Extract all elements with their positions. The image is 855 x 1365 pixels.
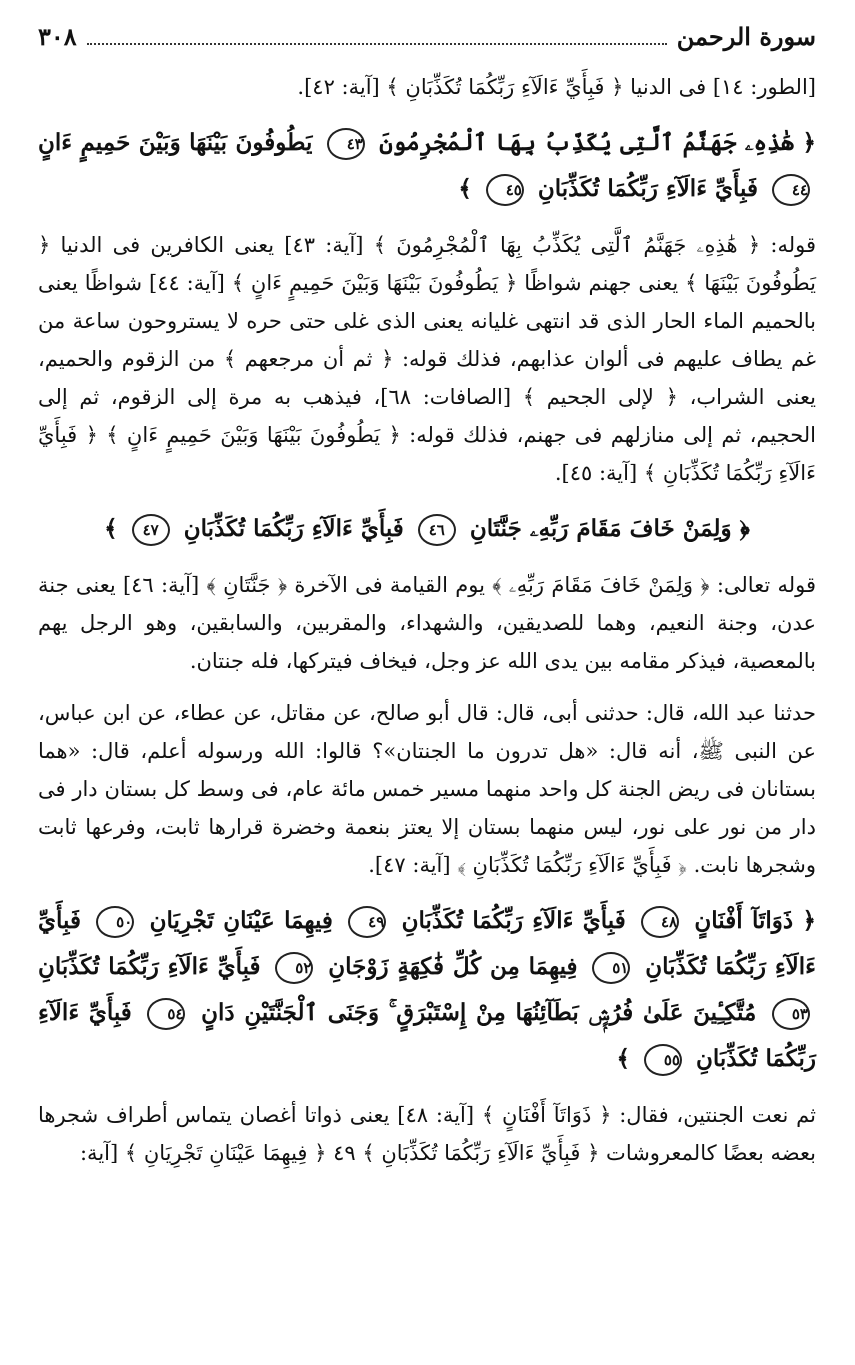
verse-number-marker: ٥١ [592,952,630,984]
body-text: حدثنا عبد الله، قال: حدثنى أبى، قال: قال أبو صالح، عن مقاتل، عن عطاء، عن ابن عباس، عن النبى ﷺ، أنه قال: «هل تدرون ما الجنتان»؟ قالوا: الله ورسوله أعلم، قال: «هما بستانان فى ريض الجنة كل واحد منهما مسير خمس مائة عام، فى وسط كل بستان دار فى دار من نور على نور، ليس منهما بستان إلا يعتز بنعمة وخضرة قرارها ثابت، وفرعها ثابت وشجرها نابت. ﴿ فَبِأَيِّ ءَالَآءِ رَبِّكُمَا تُكَذِّبَانِ ﴾ [آية: ٤٧]. [38,701,816,877]
body-text: [الطور: ١٤] فى الدنيا ﴿ فَبِأَيِّ ءَالَآءِ رَبِّكُمَا تُكَذِّبَانِ ﴾ [آية: ٤٢]. [297,75,816,99]
verse-number-marker: ٤٩ [348,906,386,938]
verse-number-marker: ٥٥ [644,1044,682,1076]
verse-text: فَبِأَيِّ ءَالَآءِ رَبِّكُمَا تُكَذِّبَانِ [38,907,816,980]
verse-number-marker: ٤٤ [772,174,810,206]
verse-number-marker: ٥٢ [275,952,313,984]
quran-verse-block-1 [38,120,816,212]
verse-number-marker: ٥٠ [96,906,134,938]
header-dotted-leader [87,25,667,45]
paragraph-5 [38,1096,816,1172]
verse-end-bracket: ﴾ [458,175,472,202]
paragraph-2 [38,226,816,492]
verse-number-marker: ٤٧ [132,514,170,546]
verse-number-marker: ٥٤ [147,998,185,1030]
verse-end-bracket: ﴾ [616,1045,630,1072]
verse-text: يَطُوفُونَ بَيْنَهَا وَبَيْنَ حَمِيمٍ ءَانٍ [38,129,313,156]
verse-text: فَبِأَيِّ ءَالَآءِ رَبِّكُمَا تُكَذِّبَانِ [537,175,758,202]
verse-text: فَبِأَيِّ ءَالَآءِ رَبِّكُمَا تُكَذِّبَانِ [401,907,626,934]
verse-number-marker: ٤٨ [641,906,679,938]
verse-text: فَبِأَيِّ ءَالَآءِ رَبِّكُمَا تُكَذِّبَانِ [38,999,816,1072]
verse-text: فَبِأَيِّ ءَالَآءِ رَبِّكُمَا تُكَذِّبَانِ [38,953,261,980]
verse-text: فِيهِمَا عَيْنَانِ تَجْرِيَانِ [149,907,333,934]
verse-text: مُتَّكِـِٔينَ عَلَىٰ فُرُشٍۭ بَطَآئِنُهَا مِنْ إِسْتَبْرَقٍ ۚ وَجَنَى ٱلْجَنَّتَيْنِ دَانٍ [201,999,757,1026]
verse-text: فِيهِمَا مِن كُلِّ فَٰكِهَةٍ زَوْجَانِ [328,953,578,980]
book-page [38,22,816,1186]
verse-text: ﴿ ذَوَاتَآ أَفْنَانٍ [694,907,816,934]
paragraph-4 [38,694,816,884]
quran-verse-block-3 [38,898,816,1082]
verse-number-marker: ٤٥ [486,174,524,206]
verse-text: فَبِأَيِّ ءَالَآءِ رَبِّكُمَا تُكَذِّبَانِ [183,515,404,542]
paragraph-3 [38,566,816,680]
surah-title: سورة الرحمن [676,22,816,51]
body-text: قوله تعالى: ﴿ وَلِمَنْ خَافَ مَقَامَ رَبِّهِۦ ﴾ يوم القيامة فى الآخرة ﴿ جَنَّتَانِ ﴾ [آية: ٤٦] يعنى جنة عدن، وجنة النعيم، وهما للصديقين، والشهداء، والمقربين، والسابقين، وهو الرجل يهم بالمعصية، فيذكر مقامه بين يدى الله عز وجل، فيخاف فيتركها، فله جنتان. [38,573,817,673]
verse-text: ﴿ هَٰذِهِۦ جَهَنَّمُ ٱلَّتِى يُكَذِّبُ بِهَا ٱلْمُجْرِمُونَ [379,129,817,156]
verse-text: ﴿ وَلِمَنْ خَافَ مَقَامَ رَبِّهِۦ جَنَّتَانِ [469,515,750,542]
page-number: ٣٠٨ [38,22,77,51]
verse-number-marker: ٤٦ [418,514,456,546]
verse-end-bracket: ﴾ [104,515,118,542]
body-text: ثم نعت الجنتين، فقال: ﴿ ذَوَاتَآ أَفْنَانٍ ﴾ [آية: ٤٨] يعنى ذواتا أغصان يتماس أطراف شجرها بعضه بعضًا كالمعروشات ﴿ فَبِأَيِّ ءَالَآءِ رَبِّكُمَا تُكَذِّبَانِ ﴾ ٤٩ ﴿ فِيهِمَا عَيْنَانِ تَجْرِيَانِ ﴾ [آية: [38,1103,816,1165]
verse-number-marker: ٥٣ [772,998,810,1030]
page-header [38,22,816,68]
body-text: قوله: ﴿ هَٰذِهِۦ جَهَنَّمُ ٱلَّتِى يُكَذِّبُ بِهَا ٱلْمُجْرِمُونَ ﴾ [آية: ٤٣] يعنى الكافرين فى الدنيا ﴿ يَطُوفُونَ بَيْنَهَا ﴾ يعنى جهنم شواظًا ﴿ يَطُوفُونَ بَيْنَهَا وَبَيْنَ حَمِيمٍ ءَانٍ ﴾ [آية: ٤٤] شواظًا يعنى بالحميم الماء الحار الذى قد انتهى غليانه يعنى الذى غلى حتى حره لا يستروحون ساعة من غم يطاف عليهم فى ألوان عذابهم، فذلك قوله: ﴿ ثم أن مرجعهم ﴾ من الزقوم والحميم، يعنى الشراب، ﴿ لإلى الجحيم ﴾ [الصافات: ٦٨]، فيذهب به مرة إلى الزقوم، ثم إلى الحجيم، ثم إلى منازلهم فى جهنم، فذلك قوله: ﴿ يَطُوفُونَ بَيْنَهَا وَبَيْنَ حَمِيمٍ ءَانٍ ﴾ ﴿ فَبِأَيِّ ءَالَآءِ رَبِّكُمَا تُكَذِّبَانِ ﴾ [آية: ٤٥]. [38,233,816,485]
paragraph-1 [38,68,816,106]
quran-verse-block-2 [38,506,816,552]
verse-number-marker: ٤٣ [327,128,365,160]
